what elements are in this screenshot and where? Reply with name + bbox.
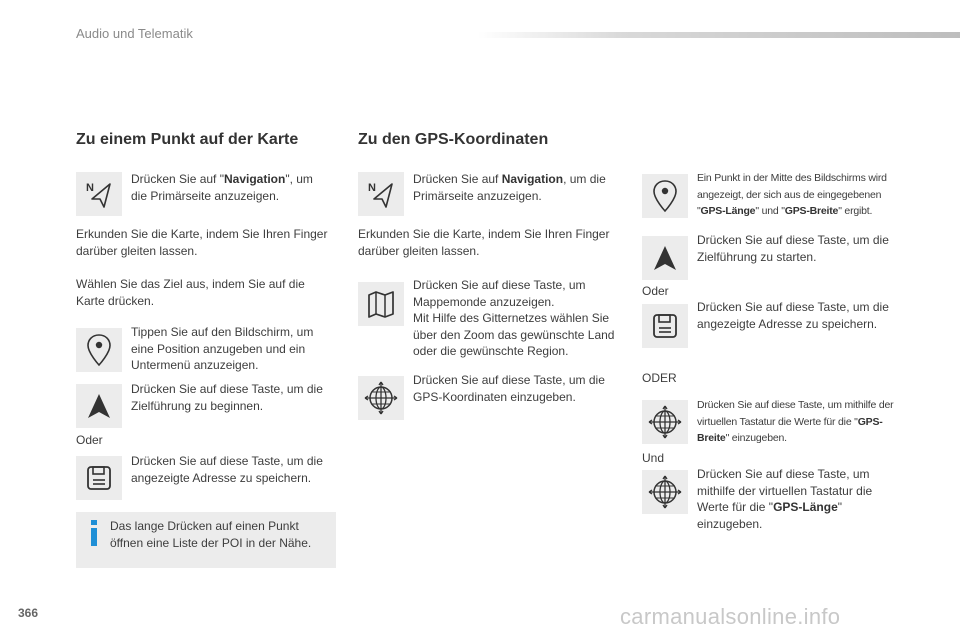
middle-step-navigation: Drücken Sie auf Navigation, um die Primärseite anzuzeigen. (413, 172, 606, 203)
globe-icon-box-2 (642, 400, 688, 444)
right-oder-caps: ODER (642, 371, 677, 385)
left-step-tap-screen: Tippen Sie auf den Bildschirm, um eine Position anzugeben und ein Untermenü anzuzeigen. (131, 325, 314, 372)
world-map-icon (365, 288, 397, 320)
left-para-select: Wählen Sie das Ziel aus, indem Sie auf die Karte drücken. (76, 277, 305, 308)
info-icon (88, 520, 100, 551)
save-icon (650, 311, 680, 341)
right-step-gps-latitude: Drücken Sie auf diese Taste, um mithilfe der virtuellen Tastatur die Werte für die "GPS-Breite" einzugeben. (697, 399, 894, 444)
right-step-save-address: Drücken Sie auf diese Taste, um die angezeigte Adresse zu speichern. (697, 300, 889, 331)
save-icon-box-2 (642, 304, 688, 348)
middle-step-world-map: Drücken Sie auf diese Taste, um Mappemonde anzuzeigen. Mit Hilfe des Gitternetzes wählen Sie über den Zoom das gewünschte Land oder die gewünschte Region. (413, 278, 615, 358)
location-pin-icon (650, 178, 680, 214)
left-step-start-guidance: Drücken Sie auf diese Taste, um die Zielführung zu beginnen. (131, 382, 323, 413)
guidance-arrow-icon (650, 243, 680, 273)
navigation-icon-box (76, 172, 122, 216)
globe-icon-box (358, 376, 404, 420)
globe-grid-icon (363, 380, 399, 416)
guidance-arrow-icon (84, 391, 114, 421)
left-step-save-address: Drücken Sie auf diese Taste, um die angezeigte Adresse zu speichern. (131, 454, 323, 485)
navigation-icon (364, 177, 398, 211)
middle-para-explore: Erkunden Sie die Karte, indem Sie Ihren Finger darüber gleiten lassen. (358, 227, 610, 258)
navigation-icon-box-2 (358, 172, 404, 216)
right-oder: Oder (642, 284, 669, 298)
globe-icon-box-3 (642, 470, 688, 514)
header-bar (478, 32, 960, 38)
navigation-icon (82, 177, 116, 211)
save-icon (84, 463, 114, 493)
svg-text:N: N (368, 182, 376, 194)
section-title-map-point: Zu einem Punkt auf der Karte (76, 131, 299, 148)
section-title-gps: Zu den GPS-Koordinaten (358, 131, 549, 148)
location-pin-icon-box (76, 328, 122, 372)
left-oder: Oder (76, 433, 103, 447)
location-pin-icon (84, 332, 114, 368)
save-icon-box (76, 456, 122, 500)
guidance-arrow-icon-box-2 (642, 236, 688, 280)
left-step-navigation: Drücken Sie auf "Navigation", um die Primärseite anzuzeigen. (131, 172, 313, 203)
right-step-center-point: Ein Punkt in der Mitte des Bildschirms wird angezeigt, der sich aus de eingegebenen "GPS-Länge" und "GPS-Breite" ergibt. (697, 172, 887, 217)
page-number: 366 (18, 606, 39, 620)
info-note-text: Das lange Drücken auf einen Punkt öffnen eine Liste der POI in der Nähe. (110, 519, 312, 550)
right-step-start-guidance: Drücken Sie auf diese Taste, um die Zielführung zu starten. (697, 233, 889, 264)
svg-text:N: N (86, 182, 94, 194)
right-step-gps-longitude: Drücken Sie auf diese Taste, um mithilfe der virtuellen Tastatur die Werte für die "GPS-Länge" einzugeben. (697, 467, 873, 531)
page-header-title: Audio und Telematik (76, 26, 193, 41)
watermark: carmanualsonline.info (620, 604, 841, 629)
location-pin-icon-box-2 (642, 174, 688, 218)
globe-grid-icon (647, 404, 683, 440)
world-map-icon-box (358, 282, 404, 326)
guidance-arrow-icon-box (76, 384, 122, 428)
middle-step-gps-coordinates: Drücken Sie auf diese Taste, um die GPS-Koordinaten einzugeben. (413, 373, 605, 404)
left-para-explore: Erkunden Sie die Karte, indem Sie Ihren Finger darüber gleiten lassen. (76, 227, 328, 258)
right-und: Und (642, 451, 665, 465)
globe-grid-icon (647, 474, 683, 510)
